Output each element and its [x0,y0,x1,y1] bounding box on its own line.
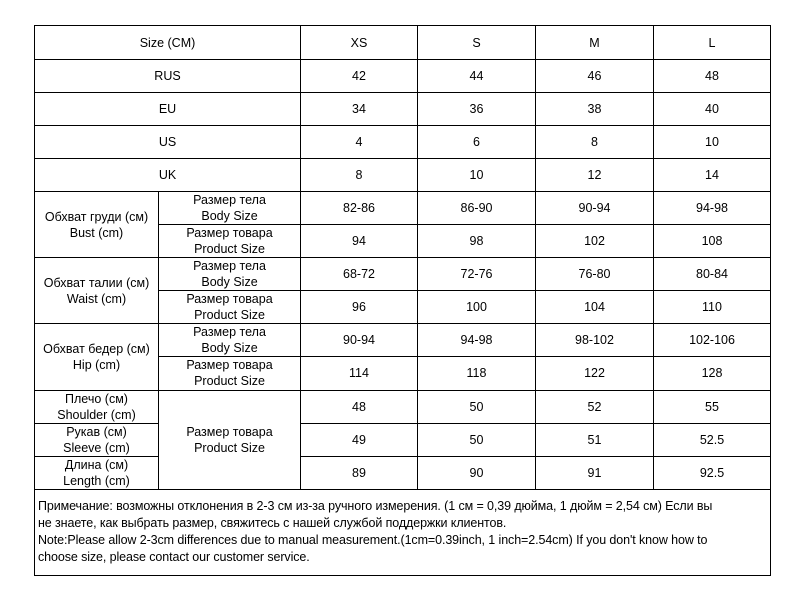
type-label-ru: Размер товара [186,226,273,241]
measure-label-en: Length (cm) [63,473,130,488]
table-row-waist-body [35,258,771,291]
measure-label-hip [35,324,159,390]
type-label-ru: Размер товара [186,424,273,439]
measure-label-ru: Обхват талии (см) [43,275,150,290]
table-row-sleeve [35,423,771,456]
measure-label-en: Shoulder (cm) [57,407,136,422]
size-header-xs: XS [301,26,418,60]
table-cell: 94 [301,225,418,258]
type-label-en: Body Size [201,341,258,356]
size-header-label: Size (CM) [35,26,301,60]
table-cell: 50 [418,423,536,456]
table-cell: 48 [654,60,771,93]
type-label-ru: Размер тела [193,193,266,208]
region-label: UK [35,159,301,192]
measure-label-sleeve [35,423,159,456]
table-cell: 52.5 [654,423,771,456]
type-label-ru: Размер товара [186,292,273,307]
note-en-line-1: Note:Please allow 2-3cm differences due to manual measurement.(1cm=0.39inch, 1 inch=2.54cm) If you don't know how to [38,533,708,548]
table-row-rus [35,60,771,93]
type-label-en: Product Size [194,242,265,257]
type-label-ru: Размер товара [186,358,273,373]
table-cell: 90-94 [536,192,654,225]
measure-label-ru: Длина (см) [64,457,129,472]
region-label: EU [35,93,301,126]
region-label: RUS [35,60,301,93]
measure-label-ru: Обхват груди (см) [44,209,149,224]
table-cell: 14 [654,159,771,192]
table-cell: 51 [536,423,654,456]
table-cell: 8 [536,126,654,159]
table-cell: 118 [418,357,536,390]
type-label-en: Body Size [201,209,258,224]
type-label-ru: Размер тела [193,259,266,274]
table-cell: 98 [418,225,536,258]
type-label-product [159,357,301,390]
table-row-us [35,126,771,159]
table-cell: 82-86 [301,192,418,225]
size-chart-table [34,25,771,576]
measure-label-length [35,456,159,489]
size-header-s: S [418,26,536,60]
table-cell: 10 [418,159,536,192]
note-en-line-2: choose size, please contact our customer service. [38,550,310,565]
table-row-eu [35,93,771,126]
region-label: US [35,126,301,159]
measure-label-ru: Рукав (см) [66,424,127,439]
type-label-product [159,390,301,489]
size-header-l: L [654,26,771,60]
table-row-length [35,456,771,489]
type-label-product [159,291,301,324]
type-label-en: Product Size [194,440,265,455]
table-cell: 36 [418,93,536,126]
table-row-shoulder [35,390,771,423]
table-cell: 49 [301,423,418,456]
type-label-en: Product Size [194,308,265,323]
table-cell: 110 [654,291,771,324]
measure-label-en: Sleeve (cm) [63,440,130,455]
type-label-product [159,225,301,258]
table-cell: 38 [536,93,654,126]
table-cell: 40 [654,93,771,126]
table-cell: 102-106 [654,324,771,357]
measure-label-en: Waist (cm) [66,291,127,306]
table-row-bust-body [35,192,771,225]
table-cell: 76-80 [536,258,654,291]
table-cell: 12 [536,159,654,192]
table-cell: 86-90 [418,192,536,225]
table-cell: 50 [418,390,536,423]
measure-label-ru: Плечо (см) [65,391,128,406]
table-cell: 42 [301,60,418,93]
table-cell: 100 [418,291,536,324]
measure-label-en: Bust (cm) [69,225,124,240]
type-label-en: Product Size [194,374,265,389]
table-cell: 91 [536,456,654,489]
measure-label-en: Hip (cm) [72,357,121,372]
table-cell: 114 [301,357,418,390]
table-cell: 104 [536,291,654,324]
table-header-row [35,26,771,60]
table-cell: 128 [654,357,771,390]
table-cell: 68-72 [301,258,418,291]
table-cell: 44 [418,60,536,93]
table-cell: 96 [301,291,418,324]
table-cell: 55 [654,390,771,423]
table-cell: 90-94 [301,324,418,357]
table-cell: 102 [536,225,654,258]
table-row-hip-body [35,324,771,357]
note-ru-line-2: не знаете, как выбрать размер, свяжитесь с нашей службой поддержки клиентов. [38,516,507,531]
type-label-ru: Размер тела [193,325,266,340]
measure-label-bust [35,192,159,258]
table-cell: 34 [301,93,418,126]
table-cell: 98-102 [536,324,654,357]
table-cell: 80-84 [654,258,771,291]
type-label-body [159,324,301,357]
table-cell: 10 [654,126,771,159]
table-cell: 89 [301,456,418,489]
type-label-body [159,192,301,225]
table-cell: 48 [301,390,418,423]
type-label-en: Body Size [201,275,258,290]
table-cell: 46 [536,60,654,93]
table-cell: 108 [654,225,771,258]
table-cell: 94-98 [654,192,771,225]
table-row-note [35,489,771,575]
measure-label-ru: Обхват бедер (см) [43,341,150,356]
table-cell: 94-98 [418,324,536,357]
note-text [35,489,771,575]
table-cell: 52 [536,390,654,423]
table-cell: 90 [418,456,536,489]
table-cell: 6 [418,126,536,159]
table-cell: 72-76 [418,258,536,291]
note-ru-line-1: Примечание: возможны отклонения в 2-3 см из-за ручного измерения. (1 см = 0,39 дюйма, 1 дюйм = 2,54 см) Если вы [38,499,713,514]
table-row-uk [35,159,771,192]
table-cell: 8 [301,159,418,192]
measure-label-shoulder [35,390,159,423]
table-cell: 4 [301,126,418,159]
table-cell: 122 [536,357,654,390]
type-label-body [159,258,301,291]
size-header-m: M [536,26,654,60]
measure-label-waist [35,258,159,324]
table-cell: 92.5 [654,456,771,489]
